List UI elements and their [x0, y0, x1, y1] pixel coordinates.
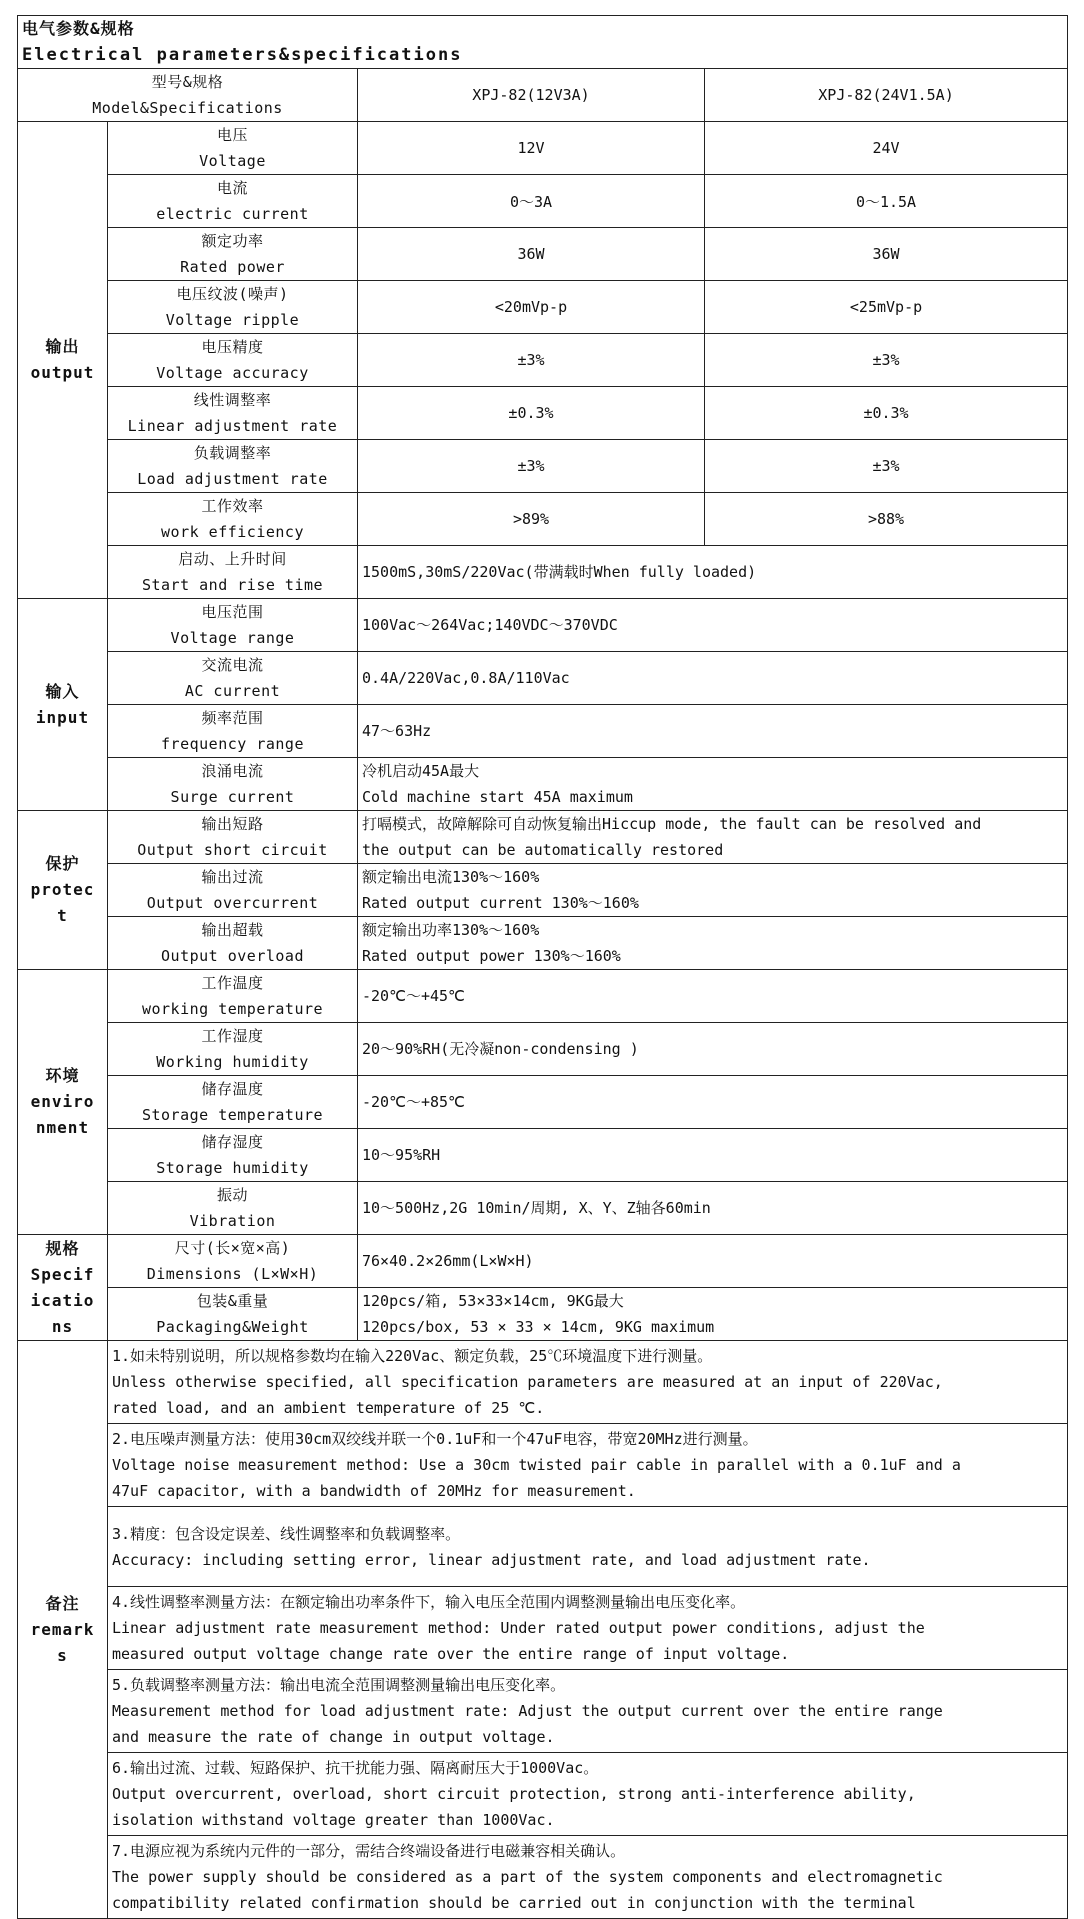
sheet-title: [18, 16, 1068, 69]
remark-item: [108, 1507, 1068, 1587]
remark-item: [108, 1753, 1068, 1836]
table-row: [18, 546, 1068, 599]
value-line: 打嗝模式，故障解除可自动恢复输出Hiccup mode, the fault can be resolved and: [362, 815, 982, 833]
value-line: 100Vac～264Vac;140VDC～370VDC: [362, 616, 618, 634]
value-line: 10～95%RH: [362, 1146, 441, 1164]
group-environment-zh: 环境: [45, 1066, 80, 1085]
table-row: [18, 493, 1068, 546]
value-merged: [358, 652, 1068, 705]
param-label: [108, 175, 358, 228]
value-merged: [358, 1129, 1068, 1182]
param-zh: 输出短路: [201, 815, 264, 833]
param-en: Surge current: [170, 788, 295, 806]
group-environment: [18, 970, 108, 1235]
table-row: [18, 1023, 1068, 1076]
remark-zh: 6.输出过流、过载、短路保护、抗干扰能力强、隔离耐压大于1000Vac。: [112, 1759, 599, 1777]
group-remarks-en-1: remark: [30, 1619, 95, 1639]
table-row: [18, 917, 1068, 970]
param-zh: 电压精度: [201, 338, 264, 356]
param-label: [108, 1076, 358, 1129]
table-row: [18, 1587, 1068, 1670]
value-col2: 0～1.5A: [705, 175, 1068, 228]
value-col1: >89%: [358, 493, 705, 546]
table-row: [18, 334, 1068, 387]
table-row: [18, 599, 1068, 652]
param-zh: 振动: [216, 1186, 248, 1204]
param-zh: 线性调整率: [193, 391, 272, 409]
param-label: [108, 1182, 358, 1235]
param-label: [108, 599, 358, 652]
value-col1: ±3%: [358, 440, 705, 493]
value-col2: 36W: [705, 228, 1068, 281]
table-row: [18, 281, 1068, 334]
param-zh: 输出过流: [201, 868, 264, 886]
param-zh: 输出超载: [201, 921, 264, 939]
param-zh: 频率范围: [201, 709, 264, 727]
param-zh: 额定功率: [201, 232, 264, 250]
param-zh: 浪涌电流: [201, 762, 264, 780]
param-en: AC current: [184, 682, 281, 700]
value-col1: 12V: [358, 122, 705, 175]
group-specifications-zh: 规格: [45, 1238, 80, 1258]
value-line: -20℃～+85℃: [362, 1093, 465, 1111]
value-merged: [358, 1076, 1068, 1129]
remark-en-1: The power supply should be considered as a part of the system components and electromagnetic: [112, 1868, 943, 1886]
param-zh: 储存温度: [201, 1080, 264, 1098]
value-line: 额定输出电流130%～160%: [362, 868, 540, 886]
param-en: Load adjustment rate: [137, 470, 328, 488]
group-protect-en-2: t: [57, 906, 68, 925]
table-row: [18, 387, 1068, 440]
param-label: [108, 705, 358, 758]
value-col2: 24V: [705, 122, 1068, 175]
param-en: Storage humidity: [156, 1159, 309, 1177]
param-en: electric current: [156, 205, 309, 223]
param-en: Vibration: [189, 1212, 276, 1230]
group-specifications: [18, 1235, 108, 1341]
param-label: [108, 122, 358, 175]
param-zh: 尺寸(长×宽×高): [174, 1239, 291, 1257]
param-zh: 工作湿度: [201, 1027, 264, 1045]
value-merged: 1500mS,30mS/220Vac(带满载时When fully loaded): [358, 546, 1068, 599]
param-label: [108, 652, 358, 705]
value-col2: <25mVp-p: [705, 281, 1068, 334]
value-col2: ±3%: [705, 440, 1068, 493]
value-line: Rated output current 130%～160%: [362, 894, 639, 912]
param-zh: 负载调整率: [193, 444, 272, 462]
value-col2: >88%: [705, 493, 1068, 546]
group-environment-en-2: nment: [35, 1118, 90, 1137]
param-en: Voltage range: [170, 629, 295, 647]
table-row: [18, 1753, 1068, 1836]
param-zh: 储存湿度: [201, 1133, 264, 1151]
param-en: frequency range: [161, 735, 304, 753]
group-remarks-zh: 备注: [45, 1593, 80, 1613]
group-remarks-en-2: s: [57, 1645, 68, 1665]
table-row: [18, 864, 1068, 917]
param-zh: 电压纹波(噪声): [176, 285, 289, 303]
param-en: Start and rise time: [141, 576, 324, 594]
spec-table: [17, 15, 1068, 1919]
remark-en-1: Linear adjustment rate measurement method: Under rated output power conditions, adjust the: [112, 1619, 925, 1637]
group-protect-en-1: protec: [30, 880, 95, 899]
value-merged: [358, 811, 1068, 864]
value-merged: [358, 1288, 1068, 1341]
remark-en-1: Output overcurrent, overload, short circuit protection, strong anti-interference ability,: [112, 1785, 916, 1803]
value-merged: [358, 917, 1068, 970]
remark-zh: 1.如未特别说明，所以规格参数均在输入220Vac、额定负载，25℃环境温度下进行测量。: [112, 1347, 713, 1365]
value-line: Cold machine start 45A maximum: [362, 788, 633, 806]
remark-en-1: Voltage noise measurement method: Use a 30cm twisted pair cable in parallel with a 0.1uF and a: [112, 1456, 961, 1474]
title-zh: 电气参数&规格: [22, 19, 135, 38]
remark-en-1: Unless otherwise specified, all specification parameters are measured at an input of 220Vac,: [112, 1373, 943, 1391]
remark-zh: 3.精度：包含设定误差、线性调整率和负载调整率。: [112, 1524, 461, 1543]
value-col2: ±0.3%: [705, 387, 1068, 440]
table-row: [18, 1235, 1068, 1288]
spec-sheet: [17, 15, 1067, 1912]
table-row: [18, 705, 1068, 758]
param-label: [108, 970, 358, 1023]
table-row: [18, 1182, 1068, 1235]
value-line: 47～63Hz: [362, 722, 432, 740]
value-line: the output can be automatically restored: [362, 841, 724, 859]
table-row: [18, 1076, 1068, 1129]
value-merged: [358, 758, 1068, 811]
group-protect: [18, 811, 108, 970]
value-line: 120pcs/箱, 53×33×14cm, 9KG最大: [362, 1292, 624, 1310]
header-row: [18, 69, 1068, 122]
remark-en-2: rated load, and an ambient temperature of 25 ℃.: [112, 1399, 545, 1417]
table-row: [18, 811, 1068, 864]
param-label: [108, 917, 358, 970]
param-label: [108, 228, 358, 281]
param-label: [108, 281, 358, 334]
group-output-en: output: [30, 363, 95, 382]
remark-zh: 7.电源应视为系统内元件的一部分，需结合终端设备进行电磁兼容相关确认。: [112, 1842, 626, 1860]
value-line: 76×40.2×26mm(L×W×H): [362, 1252, 534, 1270]
value-merged: [358, 1023, 1068, 1076]
param-label: [108, 1288, 358, 1341]
remark-en-2: and measure the rate of change in output voltage.: [112, 1728, 555, 1746]
remark-en-2: isolation withstand voltage greater than 1000Vac.: [112, 1811, 555, 1829]
value-line: 0.4A/220Vac,0.8A/110Vac: [362, 669, 570, 687]
param-en: Voltage accuracy: [156, 364, 309, 382]
remark-en-2: 47uF capacitor, with a bandwidth of 20MHz for measurement.: [112, 1482, 636, 1500]
param-zh: 交流电流: [201, 656, 264, 674]
value-line: Rated output power 130%～160%: [362, 947, 621, 965]
remark-item: [108, 1587, 1068, 1670]
table-row: [18, 970, 1068, 1023]
param-zh: 电压范围: [201, 603, 264, 621]
remark-en-2: measured output voltage change rate over the entire range of input voltage.: [112, 1645, 790, 1663]
value-col1: 0～3A: [358, 175, 705, 228]
group-protect-zh: 保护: [45, 854, 80, 873]
header-model-zh: 型号&规格: [151, 73, 224, 91]
table-row: [18, 122, 1068, 175]
table-row: [18, 1424, 1068, 1507]
param-zh: 启动、上升时间: [178, 550, 287, 568]
param-en: Dimensions (L×W×H): [146, 1265, 319, 1283]
value-line: 冷机启动45A最大: [362, 762, 480, 780]
param-en: Voltage: [199, 152, 266, 170]
param-en: Output short circuit: [137, 841, 328, 859]
table-row: [18, 652, 1068, 705]
param-en: working temperature: [141, 1000, 324, 1018]
remark-item: [108, 1836, 1068, 1919]
table-row: [18, 758, 1068, 811]
value-col1: ±3%: [358, 334, 705, 387]
param-en: work efficiency: [161, 523, 304, 541]
table-row: [18, 1836, 1068, 1919]
param-en: Packaging&Weight: [156, 1318, 309, 1336]
param-label: [108, 334, 358, 387]
param-label: [108, 1235, 358, 1288]
param-zh: 工作温度: [201, 974, 264, 992]
table-row: [18, 440, 1068, 493]
param-zh: 工作效率: [201, 497, 264, 515]
table-row: [18, 1129, 1068, 1182]
remark-en-1: Measurement method for load adjustment rate: Adjust the output current over the entire range: [112, 1702, 943, 1720]
table-row: [18, 175, 1068, 228]
group-input-zh: 输入: [45, 681, 80, 701]
remark-zh: 4.线性调整率测量方法：在额定输出功率条件下，输入电压全范围内调整测量输出电压变化率。: [112, 1593, 746, 1611]
param-en: Storage temperature: [141, 1106, 324, 1124]
group-remarks: [18, 1341, 108, 1919]
value-merged: [358, 970, 1068, 1023]
remark-en-2: compatibility related confirmation should be carried out in conjunction with the terminal: [112, 1894, 916, 1912]
remark-en-1: Accuracy: including setting error, linear adjustment rate, and load adjustment rate.: [112, 1550, 871, 1569]
param-label: [108, 1023, 358, 1076]
value-col1: 36W: [358, 228, 705, 281]
title-en: Electrical parameters&specifications: [22, 45, 463, 65]
title-row: [18, 16, 1068, 69]
value-merged: [358, 599, 1068, 652]
table-row: [18, 1507, 1068, 1587]
value-merged: [358, 1235, 1068, 1288]
header-col1: XPJ-82(12V3A): [358, 69, 705, 122]
param-zh: 电压: [216, 126, 248, 144]
param-en: Linear adjustment rate: [127, 417, 338, 435]
group-specifications-en-2: icatio: [30, 1290, 95, 1310]
header-col2: XPJ-82(24V1.5A): [705, 69, 1068, 122]
remark-zh: 5.负载调整率测量方法：输出电流全范围调整测量输出电压变化率。: [112, 1676, 566, 1694]
value-col1: ±0.3%: [358, 387, 705, 440]
header-model-cell: [18, 69, 358, 122]
value-merged: [358, 705, 1068, 758]
value-line: 额定输出功率130%～160%: [362, 921, 540, 939]
param-label: [108, 864, 358, 917]
header-model-en: Model&Specifications: [92, 99, 283, 117]
group-output: [18, 122, 108, 599]
remark-item: [108, 1341, 1068, 1424]
param-label: [108, 493, 358, 546]
remark-item: [108, 1424, 1068, 1507]
value-line: 10～500Hz,2G 10min/周期, X、Y、Z轴各60min: [362, 1199, 711, 1217]
param-en: Rated power: [180, 258, 285, 276]
value-merged: [358, 1182, 1068, 1235]
table-row: [18, 1670, 1068, 1753]
param-en: Output overcurrent: [146, 894, 319, 912]
value-merged: [358, 864, 1068, 917]
param-en: Working humidity: [156, 1053, 309, 1071]
param-zh: 电流: [216, 179, 248, 197]
param-en: Output overload: [161, 947, 304, 965]
table-row: [18, 1288, 1068, 1341]
group-input-en: input: [35, 707, 90, 727]
param-label: [108, 387, 358, 440]
param-label: [108, 1129, 358, 1182]
value-col1: <20mVp-p: [358, 281, 705, 334]
param-label: [108, 440, 358, 493]
param-zh: 包装&重量: [196, 1292, 269, 1310]
remark-zh: 2.电压噪声测量方法：使用30cm双绞线并联一个0.1uF和一个47uF电容，带宽20MHz进行测量。: [112, 1430, 758, 1448]
group-specifications-en-3: ns: [51, 1316, 74, 1336]
param-label: [108, 758, 358, 811]
value-line: -20℃～+45℃: [362, 987, 465, 1005]
value-col2: ±3%: [705, 334, 1068, 387]
param-en: Voltage ripple: [165, 311, 300, 329]
remark-item: [108, 1670, 1068, 1753]
group-specifications-en-1: Specif: [30, 1264, 95, 1284]
group-environment-en-1: enviro: [30, 1092, 95, 1111]
group-output-zh: 输出: [45, 337, 80, 356]
table-row: [18, 1341, 1068, 1424]
group-input: [18, 599, 108, 811]
table-row: [18, 228, 1068, 281]
value-line: 120pcs/box, 53 × 33 × 14cm, 9KG maximum: [362, 1318, 715, 1336]
param-label: [108, 811, 358, 864]
value-line: 20～90%RH(无冷凝non-condensing ): [362, 1040, 639, 1058]
param-label: [108, 546, 358, 599]
